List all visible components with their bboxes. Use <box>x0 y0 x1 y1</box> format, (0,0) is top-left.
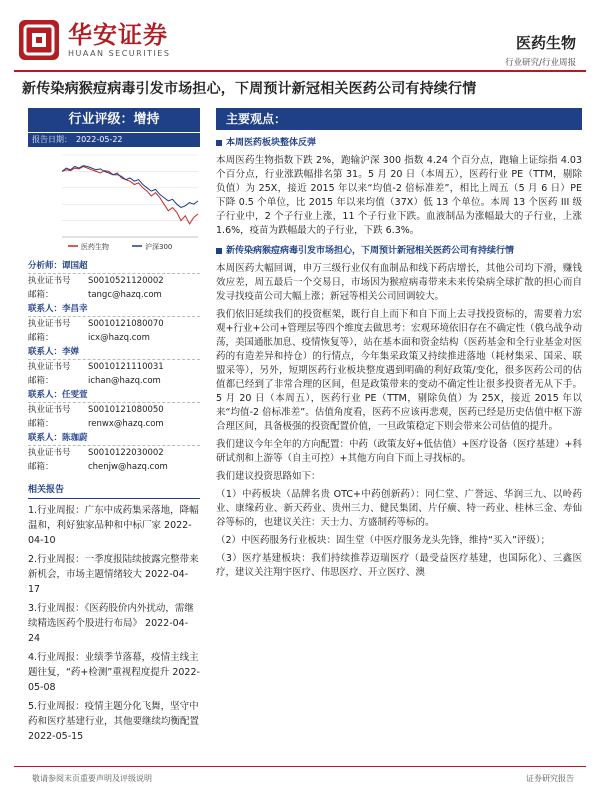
analyst-name <box>28 259 200 274</box>
section2-paragraph-6: （2）中医药服务行业板块：固生堂（中医疗服务龙头先锋，维持“买入”评级）； <box>216 535 551 546</box>
report-date: 2022-05-22 <box>76 135 123 144</box>
related-report-item[interactable]: 3.行业周报：《医药股价内外扰动，需继续精选医药个股进行布局》 2022-04-24 <box>28 603 194 644</box>
analyst-certificate-value: S0010121080050 <box>88 405 164 415</box>
price-performance-chart <box>28 149 200 257</box>
section2-paragraph-7: （3）医疗基建板块：我们持续推荐迈瑞医疗（最受益医疗基建，也国际化）、三鑫医疗，建议关注翔宇医疗、伟思医疗、开立医疗、澳 <box>216 553 582 578</box>
section1-title: 本周医药板块整体反弹 <box>216 136 582 150</box>
analyst-role: 联系人： <box>28 433 63 443</box>
analyst-email-value: tangc@hazq.com <box>88 290 162 300</box>
analyst-email-value: renwx@hazq.com <box>88 419 164 429</box>
key-points-header: 主要观点： <box>216 108 582 130</box>
chart-legend-label: 医药生物 <box>81 243 109 251</box>
related-report-item[interactable]: 1.行业周报：广东中成药集采落地，降幅温和，利好独家品种和中标厂家 2022-04-10 <box>28 505 199 546</box>
section2-paragraph-4: 我们建议投资思路如下： <box>216 471 321 482</box>
related-reports-list <box>28 503 200 744</box>
company-logo <box>18 18 170 62</box>
analyst-role: 联系人： <box>28 390 63 400</box>
analyst-name <box>28 302 200 317</box>
performance-chart-svg <box>28 149 200 257</box>
analyst-certificate-value: S0010122030002 <box>88 448 164 458</box>
analyst-certificate-label: 执业证书号 <box>28 362 71 372</box>
chart-legend-label: 沪深300 <box>145 243 173 251</box>
analyst-email[interactable] <box>28 417 200 431</box>
analyst-name <box>28 345 200 360</box>
related-report-item[interactable]: 2.行业周报：一季度报陆续披露完整带来新机会，市场主题情绪较大 2022-04-17 <box>28 554 199 595</box>
analyst-certificate <box>28 403 200 417</box>
analyst-certificate-value: S0010521120002 <box>88 276 164 286</box>
related-report-item[interactable]: 4.行业周报：业绩季节落幕，疫情主线主题往复，“药+检测”重视程度提升 2022-05-08 <box>28 652 200 693</box>
analyst-certificate-value: S0010121080070 <box>88 319 164 329</box>
analyst-email-label: 邮箱： <box>28 419 54 429</box>
document-type: 行业研究/行业周报 <box>505 58 576 68</box>
footer-report-label: 证券研究报告 <box>526 774 574 783</box>
analyst-person-name: 李昌幸 <box>62 304 88 314</box>
analyst-email[interactable] <box>28 288 200 302</box>
section2-paragraph-5: （1）中药板块（品牌名贵 OTC+中药创新药）：同仁堂、广誉远、华润三九、以岭药业、康缘药业、新天药业、贵州三力、健民集团、片仔癀、特一药业、桂林三金、寿仙谷等标的，也建议关注：天士力、方盛制药等标的。 <box>216 489 582 528</box>
analyst-certificate-label: 执业证书号 <box>28 405 71 415</box>
analyst-certificate <box>28 274 200 288</box>
analyst-certificate-label: 执业证书号 <box>28 448 71 458</box>
analyst-email-value: icx@hazq.com <box>88 333 150 343</box>
report-headline: 新传染病猴痘病毒引发市场担心，下周预计新冠相关医药公司有持续行情 <box>22 81 477 97</box>
analyst-email-label: 邮箱： <box>28 290 54 300</box>
analyst-email-value: chenjw@hazq.com <box>88 462 168 472</box>
analyst-certificate-label: 执业证书号 <box>28 276 71 286</box>
analyst-person-name: 任雯萱 <box>62 390 88 400</box>
analyst-role: 联系人： <box>28 304 63 314</box>
analyst-email-label: 邮箱： <box>28 376 54 386</box>
analyst-certificate <box>28 317 200 331</box>
sector-title: 医药生物 <box>515 34 576 52</box>
analyst-certificate <box>28 446 200 460</box>
analyst-certificate <box>28 360 200 374</box>
analyst-email[interactable] <box>28 460 200 474</box>
main-content <box>216 108 582 580</box>
section2-title: 新传染病猴痘病毒引发市场担心，下周预计新冠相关医药公司有持续行情 <box>216 244 582 258</box>
industry-rating: 行业评级：增持 <box>28 108 200 132</box>
logo-chinese-name: 华安证券 <box>68 20 168 49</box>
section2-paragraph-2: 我们依旧延续我们的投资框架，既行自上而下和自下而上去寻找投资标的，需要着力宏观+行业+公司+管理层等四个维度去做思考：宏观环境依旧存在不确定性（俄乌战争动荡，美国通胀加息、疫情恢复等），站在基本面和资金结构（医药基金和全行业基金对医药的有造差异和持仓）的行情点，今年集采政策又持续推进落地（耗材集采、国采、联盟采等），另外，短期医药行业板块整度遇到明确的利好政策/变化，很多医药公司的估值都已经到了非常合理的区间，但是政策带来的变动不确定性让很多投资者无从下手。5 月 20 日（本周五），医药行业 PE（TTM，剔除负值）为 25X，接近 2015 年以来“均值-2 倍标准差”。估值角度看，医药不应该再悲观，医药已经是历史估值中枢下游合理区间，具备极强的投资配置价值，一旦政策稳定下则会带来公司估值的提升。 <box>216 309 582 432</box>
chart-series-line-0 <box>62 167 198 224</box>
analyst-email[interactable] <box>28 331 200 345</box>
analyst-email-label: 邮箱： <box>28 462 54 472</box>
analyst-name <box>28 431 200 446</box>
footer-divider <box>14 766 586 767</box>
analyst-name <box>28 388 200 403</box>
analyst-role: 联系人： <box>28 347 63 357</box>
analyst-email[interactable] <box>28 374 200 388</box>
left-sidebar <box>28 108 200 744</box>
analyst-email-value: ichan@hazq.com <box>88 376 161 386</box>
section2-paragraph-1: 本周医药大幅回调，申万三级行业仅有血制品和线下药店增长，其他公司均下滑，赚钱效应差，周五最后一个交易日，市场因为猴痘病毒带来未来传染病全球扩散的担心而自发寻找疫苗公司大幅上涨；新冠等相关公司回调较大。 <box>216 263 582 302</box>
section1-text: 本周医药生物指数下跌 2%，跑输沪深 300 指数 4.24 个百分点，跑输上证综指 4.03 个百分点，行业涨跌幅排名第 31。5 月 20 日（本周五），医药行业 PE（TTM，剔除负值）为 25X，接近 2015 年以来“均值-2 倍标准差”，相比上周五（5 月 6 日）PE 下降 0.5 个单位，比 2015 年以来均值（37X）低 13 个单位。本周 13 个医药 III 级子行业中，2 个子行业上涨，11 个子行业下跌。血液制品为涨幅最大的子行业，上涨 1.6%，疫苗为跌幅最大的子行业，下跌 6.3%。 <box>216 155 582 236</box>
analyst-email-label: 邮箱： <box>28 333 54 343</box>
footer-disclaimer: 敬请参阅末页重要声明及评级说明 <box>32 774 152 783</box>
report-date-row <box>28 133 200 147</box>
analyst-list <box>28 259 200 474</box>
section2-paragraph-3: 我们建议今年全年的方向配置：中药（政策友好+低估值）+医疗设备（医疗基建）+科研试剂和上游等（自主可控）+其他方向自下而上寻找标的。 <box>216 439 582 464</box>
analyst-person-name: 李婵 <box>62 347 80 357</box>
chart-series-line-1 <box>62 166 198 208</box>
related-report-item[interactable]: 5.行业周报：疫情主题分化飞舞，坚守中药和医疗基建行业，其他要继续均衡配置 2022-05-15 <box>28 701 200 742</box>
analyst-certificate-value: S0010121110031 <box>88 362 164 372</box>
analyst-certificate-label: 执业证书号 <box>28 319 71 329</box>
header-divider <box>14 70 586 72</box>
analyst-person-name: 陈珈蔚 <box>62 433 88 443</box>
related-reports-heading: 相关报告 <box>28 482 200 499</box>
logo-english-name: HUAAN SECURITIES <box>68 49 171 58</box>
report-date-label: 报告日期： <box>32 135 72 144</box>
analyst-person-name: 谭国超 <box>62 261 88 271</box>
analyst-role: 分析师： <box>28 261 63 271</box>
logo-emblem-icon <box>18 19 60 61</box>
